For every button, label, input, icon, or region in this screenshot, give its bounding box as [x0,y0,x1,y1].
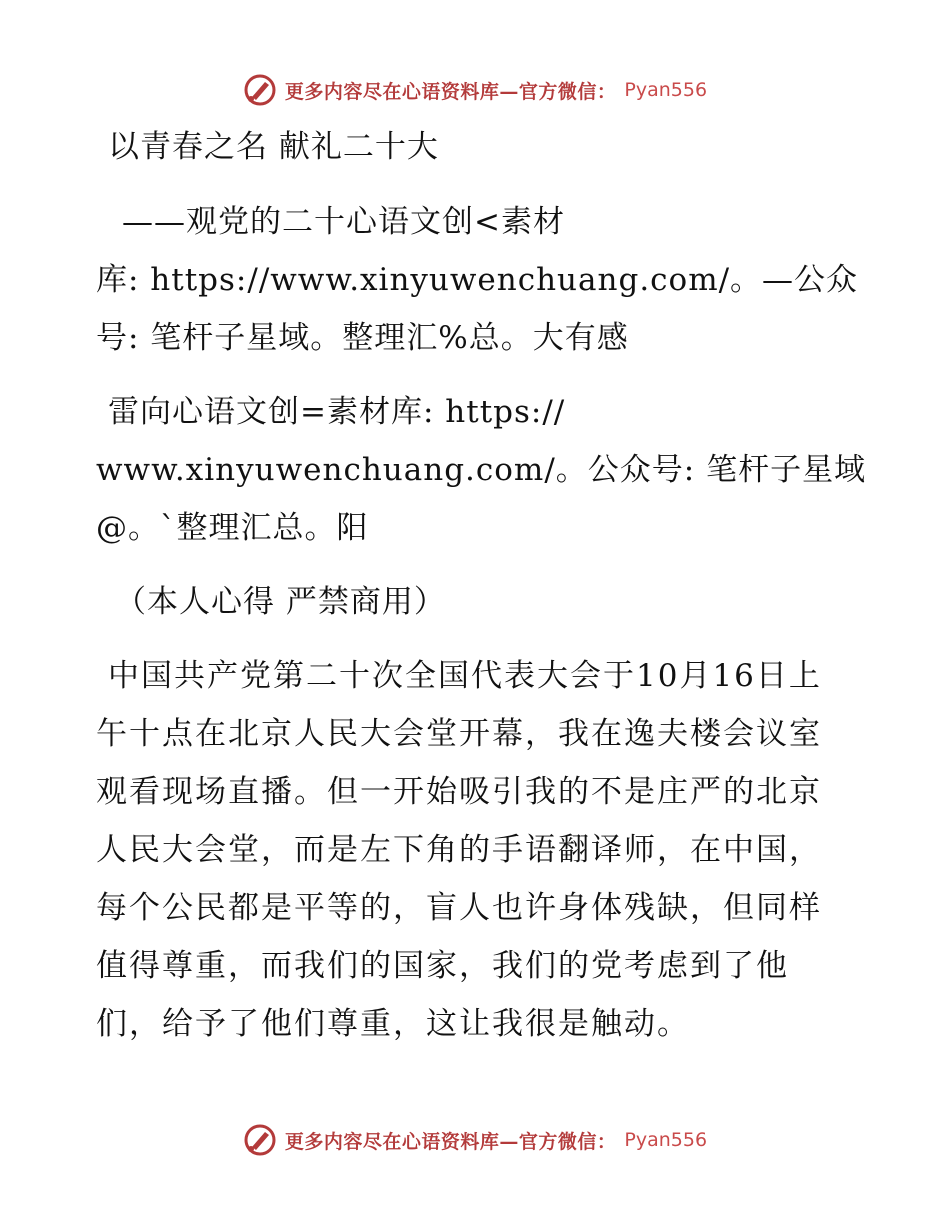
banner-contact: Pyan556 [624,1129,708,1151]
source-line: 库: https://www.xinyuwenchuang.com/。—公众 [96,262,859,298]
body-line: 每个公民都是平等的，盲人也许身体残缺，但同样 [96,890,822,926]
banner-text: 更多内容尽在心语资料库—官方微信： [284,1130,617,1153]
source-line: www.xinyuwenchuang.com/。公众号: 笔杆子星域 [96,452,867,488]
body-line: 中国共产党第二十次全国代表大会于10月16日上 [108,658,822,694]
body-line: 午十点在北京人民大会堂开幕，我在逸夫楼会议室 [96,716,822,752]
body-line: 观看现场直播。但一开始吸引我的不是庄严的北京 [96,774,822,810]
body-line: 值得尊重，而我们的国家，我们的党考虑到了他 [96,948,789,984]
source-line: 号: 笔杆子星域。整理汇%总。大有感 [96,320,629,356]
doc-subtitle: ——观党的二十心语文创<素材 [122,204,565,240]
source-line: 雷向心语文创=素材库: https:// [108,394,566,430]
pen-seal-icon [243,1123,277,1157]
banner-contact: Pyan556 [624,79,708,101]
doc-title: 以青春之名 献礼二十大 [108,129,439,165]
header-banner [0,70,950,110]
body-line: 人民大会堂，而是左下角的手语翻译师，在中国， [96,832,822,868]
source-line: @。`整理汇总。阳 [96,510,369,546]
footer-banner [0,1120,950,1160]
pen-seal-icon [243,73,277,107]
body-line: 们，给予了他们尊重，这让我很是触动。 [96,1006,690,1042]
banner-text: 更多内容尽在心语资料库—官方微信： [284,80,617,103]
usage-note: （本人心得 严禁商用） [115,584,446,620]
